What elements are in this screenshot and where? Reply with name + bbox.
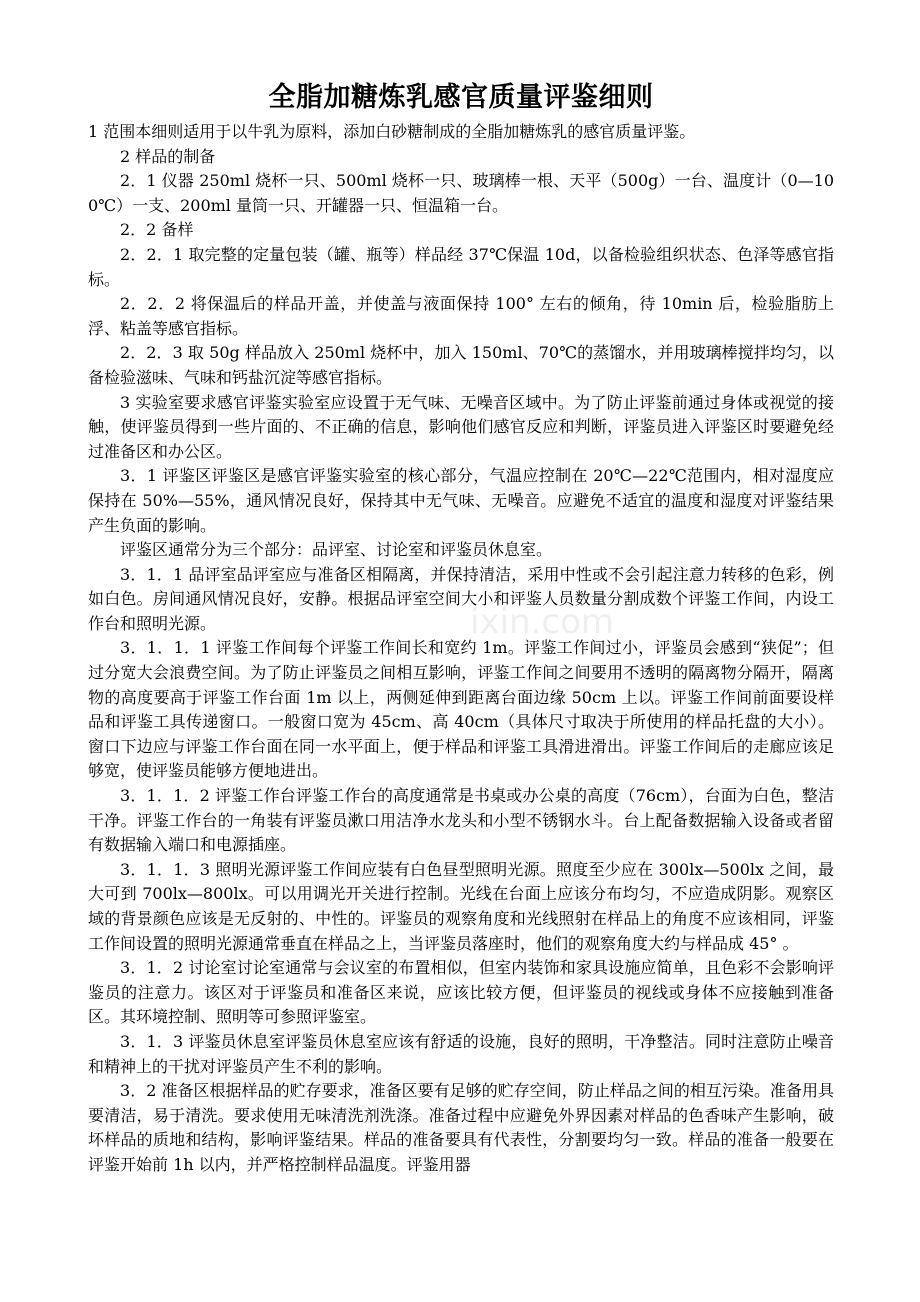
paragraph-6: 2．2．2 将保温后的样品开盖，并使盖与液面保持 100° 左右的倾角，待 10min 后，检验脂肪上浮、粘盖等感官指标。 xyxy=(88,294,834,338)
paragraph-15: 3．1．2 讨论室讨论室通常与会议室的布置相似，但室内装饰和家具设施应简单，且色彩不会影响评鉴员的注意力。该区对于评鉴员和准备区来说，应该比较方便，但评鉴员的视线或身体不应接触到准备区。其环境控制、照明等可参照评鉴室。 xyxy=(88,958,834,1027)
paragraph-11: 3．1．1 品评室品评室应与准备区相隔离，并保持清洁，采用中性或不会引起注意力转移的色彩，例如白色。房间通风情况良好，安静。根据品评室空间大小和评鉴人员数量分割成数个评鉴工作间，内设工作台和照明光源。 xyxy=(88,564,834,633)
paragraph-12: 3．1．1．1 评鉴工作间每个评鉴工作间长和宽约 1m。评鉴工作间过小，评鉴员会感到“狭促”；但过分宽大会浪费空间。为了防止评鉴员之间相互影响，评鉴工作间之间要用不透明的隔离物分隔开，隔离物的高度要高于评鉴工作台面 1m 以上，两侧延伸到距离台面边缘 50cm 上以。评鉴工作间前面要设样品和评鉴工具传递窗口。一般窗口宽为 45cm、高 40cm（具体尺寸取决于所使用的样品托盘的大小）。窗口下边应与评鉴工作台面在同一水平面上，便于样品和评鉴工具滑进滑出。评鉴工作间后的走廊应该足够宽，使评鉴员能够方便地进出。 xyxy=(88,638,834,781)
paragraph-13: 3．1．1．2 评鉴工作台评鉴工作台的高度通常是书桌或办公桌的高度（76cm），台面为白色，整洁干净。评鉴工作台的一角装有评鉴员漱口用洁净水龙头和小型不锈钢水斗。台上配备数据输入设备或者留有数据输入端口和电源插座。 xyxy=(88,786,834,855)
document-title: 全脂加糖炼乳感官质量评鉴细则 xyxy=(268,82,654,113)
paragraph-17: 3．2 准备区根据样品的贮存要求，准备区要有足够的贮存空间，防止样品之间的相互污染。准备用具要清洁，易于清洗。要求使用无味清洗剂洗涤。准备过程中应避免外界因素对样品的色香味产生影响，破坏样品的质地和结构，影响评鉴结果。样品的准备要具有代表性，分割要均匀一致。样品的准备一般要在评鉴开始前 1h 以内，并严格控制样品温度。评鉴用器 xyxy=(88,1081,834,1174)
document-page xyxy=(88,78,834,1178)
paragraph-3: 2．1 仪器 250ml 烧杯一只、500ml 烧杯一只、玻璃棒一根、天平（500g）一台、温度计（0—100℃）一支、200ml 量筒一只、开罐器一只、恒温箱一台。 xyxy=(88,171,834,215)
paragraph-10: 评鉴区通常分为三个部分：品评室、讨论室和评鉴员休息室。 xyxy=(120,540,553,560)
paragraph-14: 3．1．1．3 照明光源评鉴工作间应装有白色昼型照明光源。照度至少应在 300lx—500lx 之间，最大可到 700lx—800lx。可以用调光开关进行控制。光线在台面上应该分布均匀，不应造成阴影。观察区域的背景颜色应该是无反射的、中性的。评鉴员的观察角度和光线照射在样品上的角度不应该相同，评鉴工作间设置的照明光源通常垂直在样品之上，当评鉴员落座时，他们的观察角度大约与样品成 45° 。 xyxy=(88,859,834,953)
paragraph-9: 3．1 评鉴区评鉴区是感官评鉴实验室的核心部分，气温应控制在 20℃—22℃范围内，相对湿度应保持在 50%—55%，通风情况良好，保持其中无气味、无噪音。应避免不适宜的温度和湿度对评鉴结果产生负面的影响。 xyxy=(88,466,834,535)
paragraph-5: 2．2．1 取完整的定量包装（罐、瓶等）样品经 37℃保温 10d，以备检验组织状态、色泽等感官指标。 xyxy=(88,244,834,289)
paragraph-4: 2．2 备样 xyxy=(120,220,194,240)
document-body xyxy=(88,120,834,1178)
paragraph-1: 1 范围本细则适用于以牛乳为原料，添加白砂糖制成的全脂加糖炼乳的感官质量评鉴。 xyxy=(88,122,696,141)
paragraph-7: 2．2．3 取 50g 样品放入 250ml 烧杯中，加入 150ml、70℃的蒸馏水，并用玻璃棒搅拌均匀，以备检验滋味、气味和钙盐沉淀等感官指标。 xyxy=(88,343,834,387)
paragraph-8: 3 实验室要求感官评鉴实验室应设置于无气味、无噪音区域中。为了防止评鉴前通过身体或视觉的接触，使评鉴员得到一些片面的、不正确的信息，影响他们感官反应和判断，评鉴员进入评鉴区时要避免经过准备区和办公区。 xyxy=(88,392,834,461)
paragraph-2: 2 样品的制备 xyxy=(120,146,216,166)
paragraph-16: 3．1．3 评鉴员休息室评鉴员休息室应该有舒适的设施，良好的照明，干净整洁。同时注意防止噪音和精神上的干扰对评鉴员产生不利的影响。 xyxy=(88,1031,834,1076)
watermark-text: ixin.com xyxy=(470,602,614,642)
